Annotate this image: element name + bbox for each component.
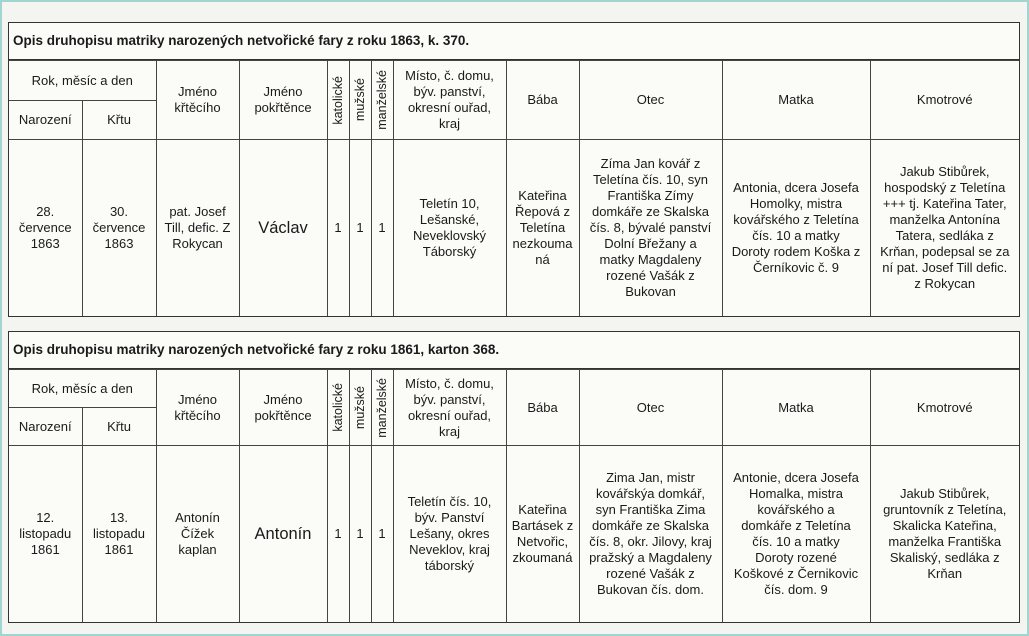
- cell-matka: Antonia, dcera Josefa Homolky, mistra kovářského z Teletína čís. 10 a matky Doroty rodem Koška z Černíkovic č. 9: [722, 140, 870, 316]
- header-manzelske: manželské: [375, 70, 389, 130]
- cell-kmotrove: Jakub Stibůrek, gruntovník z Teletína, Skalicka Kateřina, manželka Františka Skaliský, sedláka z Krňan: [870, 446, 1019, 622]
- header-baba: Bába: [506, 370, 579, 446]
- cell-muzske: 1: [349, 446, 371, 622]
- cell-matka: Antonie, dcera Josefa Homalka, mistra kovářského a domkáře z Teletína čís. 10 a matky Doroty rozené Koškové z Černikovic čís. dom. 9: [722, 446, 870, 622]
- cell-otec: Zima Jan, mistr kovářskýa domkář, syn Františka Zima domkáře ze Skalska čís. 8, okr. Jilovy, kraj pražský a Magdaleny rozené Vašák z Bukovan čís. dom.: [579, 446, 722, 622]
- header-muzske: mužské: [353, 385, 367, 430]
- cell-misto: Teletín čís. 10, býv. Panství Lešany, okres Neveklov, kraj táborský: [393, 446, 506, 622]
- header-katolicke-cell: [327, 61, 349, 140]
- header-matka: Matka: [722, 370, 870, 446]
- header-katolicke-cell: [327, 370, 349, 446]
- cell-muzske: 1: [349, 140, 371, 316]
- header-jmeno-pokrtence: Jméno pokřtěnce: [239, 61, 327, 140]
- header-muzske: mužské: [353, 78, 367, 122]
- header-muzske-cell: [349, 370, 371, 446]
- header-jmeno-krticiho: Jméno křtěcího: [156, 61, 239, 140]
- cell-narozeni: 28. července 1863: [9, 140, 82, 316]
- header-rok: Rok, měsíc a den: [9, 370, 156, 408]
- header-manzelske: manželské: [375, 377, 389, 438]
- header-katolicke: katolické: [331, 75, 345, 125]
- record-1863: [8, 22, 1020, 317]
- header-jmeno-krticiho: Jméno křtěcího: [156, 370, 239, 446]
- header-narozeni: Narození: [9, 408, 82, 446]
- record-table: [9, 369, 1019, 622]
- cell-baba: Kateřina Řepová z Teletína nezkouma ná: [506, 140, 579, 316]
- header-misto: Místo, č. domu, býv. panství, okresní ouřad, kraj: [393, 61, 506, 140]
- header-krtu: Křtu: [82, 101, 156, 140]
- cell-pokrtenec: Antonín: [239, 446, 327, 622]
- header-misto: Místo, č. domu, býv. panství, okresní ouřad, kraj: [393, 370, 506, 446]
- cell-katolicke: 1: [327, 446, 349, 622]
- header-kmotrove: Kmotrové: [870, 370, 1019, 446]
- cell-manzelske: 1: [371, 446, 393, 622]
- header-krtu: Křtu: [82, 408, 156, 446]
- cell-baba: Kateřina Bartásek z Netvořic, zkoumaná: [506, 446, 579, 622]
- header-muzske-cell: [349, 61, 371, 140]
- cell-pokrtenec: Václav: [239, 140, 327, 316]
- cell-katolicke: 1: [327, 140, 349, 316]
- header-matka: Matka: [722, 61, 870, 140]
- cell-manzelske: 1: [371, 140, 393, 316]
- cell-krtici: pat. Josef Till, defic. Z Rokycan: [156, 140, 239, 316]
- cell-misto: Teletín 10, Lešanské, Neveklovský Táborský: [393, 140, 506, 316]
- header-otec: Otec: [579, 61, 722, 140]
- cell-kmotrove: Jakub Stibůrek, hospodský z Teletína +++ tj. Kateřina Tater, manželka Antonína Tatera, sedláka z Krňan, podepsal se za ní pat. Josef Till defic. z Rokycan: [870, 140, 1019, 316]
- header-kmotrove: Kmotrové: [870, 61, 1019, 140]
- header-baba: Bába: [506, 61, 579, 140]
- cell-krtu: 30. července 1863: [82, 140, 156, 316]
- record-1861: [8, 331, 1020, 623]
- header-jmeno-pokrtence: Jméno pokřtěnce: [239, 370, 327, 446]
- cell-krtici: Antonín Čížek kaplan: [156, 446, 239, 622]
- header-rok: Rok, měsíc a den: [9, 61, 156, 101]
- header-otec: Otec: [579, 370, 722, 446]
- header-katolicke: katolické: [331, 383, 345, 432]
- record-table: [9, 60, 1019, 316]
- cell-krtu: 13. listopadu 1861: [82, 446, 156, 622]
- cell-otec: Zíma Jan kovář z Teletína čís. 10, syn Františka Zímy domkáře ze Skalska čís. 8, bývalé panství Dolní Břežany a matky Magdaleny rozené Vašák z Bukovan: [579, 140, 722, 316]
- record-title: Opis druhopisu matriky narozených netvořické fary z roku 1863, k. 370.: [9, 23, 1019, 60]
- header-narozeni: Narození: [9, 101, 82, 140]
- record-title: Opis druhopisu matriky narozených netvořické fary z roku 1861, karton 368.: [9, 332, 1019, 369]
- header-manzelske-cell: [371, 370, 393, 446]
- cell-narozeni: 12. listopadu 1861: [9, 446, 82, 622]
- header-manzelske-cell: [371, 61, 393, 140]
